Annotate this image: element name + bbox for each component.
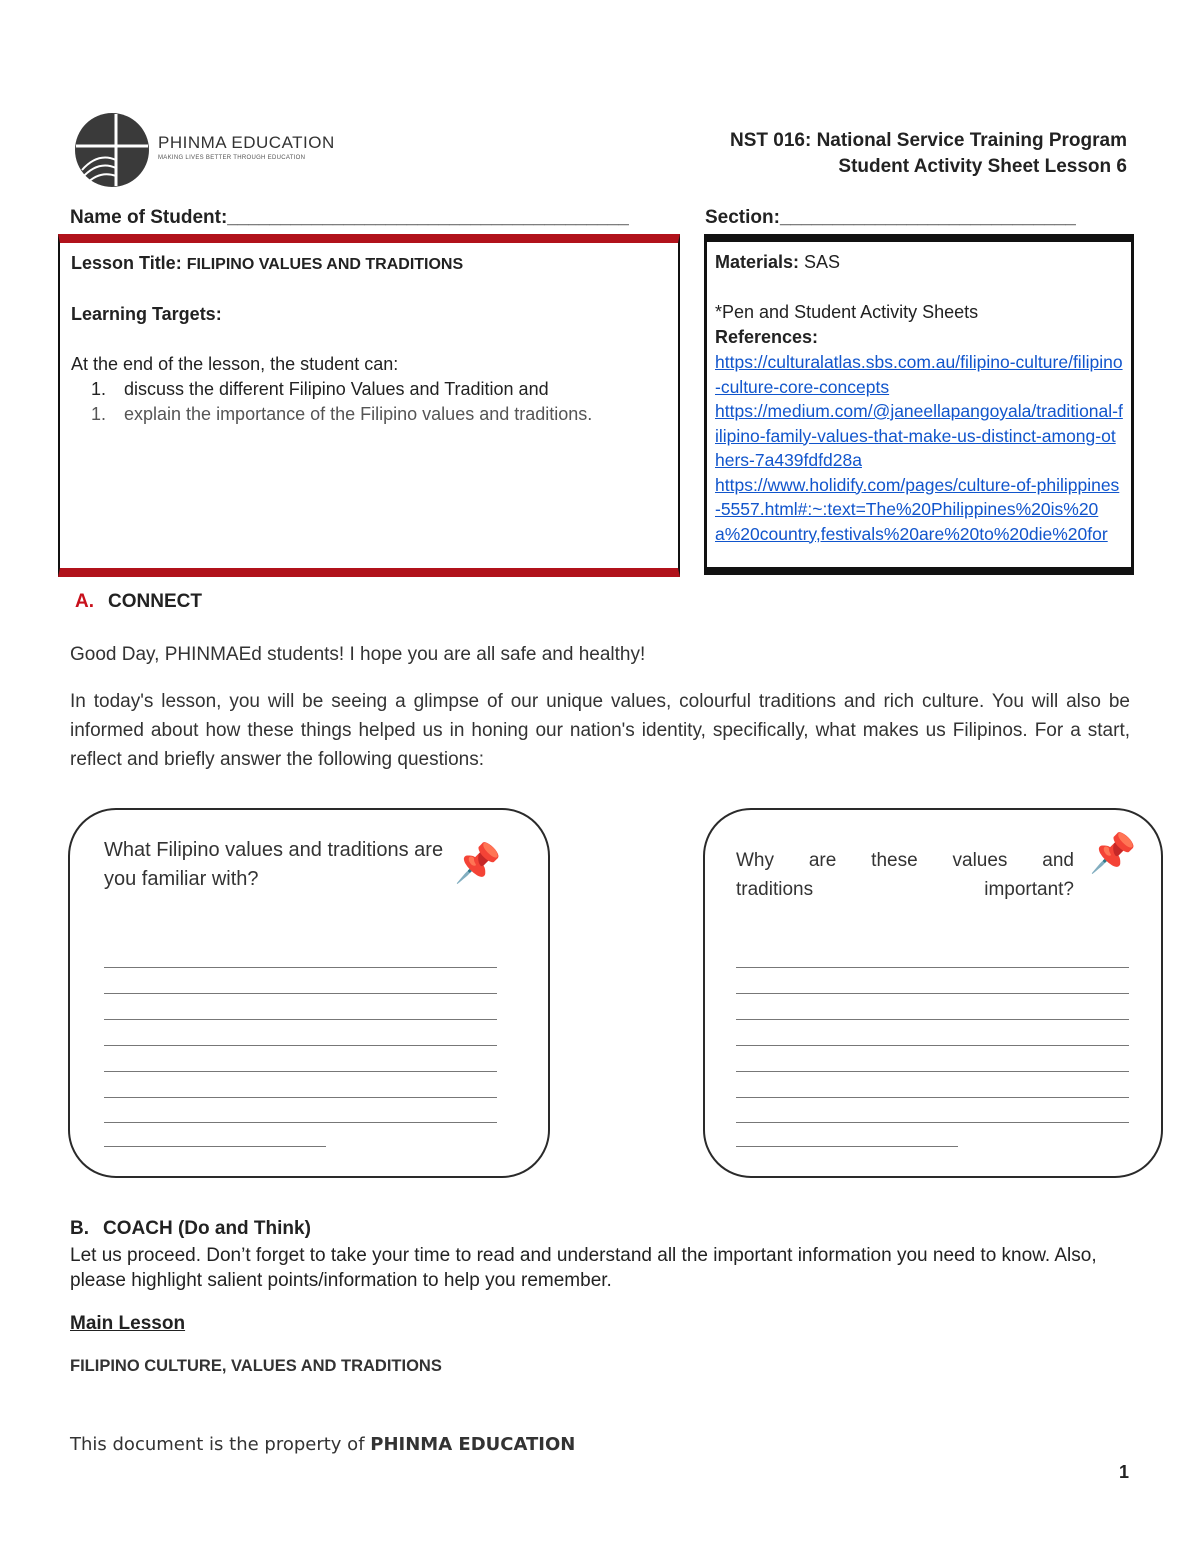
course-title: NST 016: National Service Training Program <box>729 130 1127 151</box>
footer-prefix: This document is the property of <box>70 1434 371 1455</box>
answer-line[interactable] <box>104 1122 497 1123</box>
answer-line[interactable] <box>104 1071 497 1072</box>
answer-line[interactable] <box>736 993 1129 994</box>
section-blank: ____________________________ <box>779 207 1076 228</box>
card-question: What Filipino values and traditions are you familiar with? <box>104 839 444 890</box>
learning-targets-label: Learning Targets: <box>71 304 222 324</box>
coach-body: Let us proceed. Don’t forget to take your time to read and understand all the important information you need to know. Also, please highlight salient points/information to help you remember. <box>70 1245 1097 1291</box>
reference-link[interactable]: https://culturalatlas.sbs.com.au/filipino-culture/filipino-culture-core-concepts <box>715 352 1123 397</box>
connect-body: In today's lesson, you will be seeing a glimpse of our unique values, colourful traditions and rich culture. You will also be informed about how these things helped us in honing our nation's identity, specifically, what makes us Filipinos. For a start, reflect and briefly answer the following questions: <box>70 691 1130 770</box>
target-item <box>71 377 667 402</box>
student-name-blank: ______________________________________ <box>227 207 629 228</box>
question-card-1 <box>68 808 550 1178</box>
section-letter: B. <box>70 1218 89 1239</box>
answer-line[interactable] <box>104 1045 497 1046</box>
materials-label: Materials: <box>715 252 800 272</box>
answer-line[interactable] <box>736 1071 1129 1072</box>
target-text: discuss the different Filipino Values and Tradition and <box>124 379 549 399</box>
materials-value: SAS <box>799 252 841 272</box>
reference-link[interactable]: https://www.holidify.com/pages/culture-of-philippines-5557.html#:~:text=The%20Philippines%20is%20a%20country,festivals%20are%20to%20die%20for <box>715 474 1120 544</box>
footer-text <box>70 1434 575 1455</box>
answer-line[interactable] <box>736 1097 1129 1098</box>
section-label: Section: <box>705 207 780 228</box>
answer-line[interactable] <box>104 1019 497 1020</box>
answer-line[interactable] <box>736 1146 958 1147</box>
target-number: 1. <box>90 379 106 399</box>
sheet-title: Student Activity Sheet Lesson 6 <box>838 156 1127 177</box>
section-title: CONNECT <box>108 591 202 612</box>
materials-box <box>704 234 1134 575</box>
section-letter: A. <box>75 591 94 612</box>
section-connect-heading <box>75 591 202 613</box>
greeting-text: Good Day, PHINMAEd students! I hope you are all safe and healthy! <box>70 644 646 665</box>
answer-line[interactable] <box>736 1122 1129 1123</box>
lesson-title-label: Lesson Title: <box>71 253 187 273</box>
answer-line[interactable] <box>104 993 497 994</box>
student-name-label: Name of Student: <box>70 207 228 228</box>
answer-line[interactable] <box>104 1146 326 1147</box>
main-lesson-heading: Main Lesson <box>70 1313 186 1334</box>
answer-line[interactable] <box>736 967 1129 968</box>
section-coach-heading <box>70 1218 311 1240</box>
reference-link[interactable]: https://medium.com/@janeellapangoyala/traditional-filipino-family-values-that-make-us-distinct-among-others-7a439fdfd28a <box>715 401 1123 470</box>
footer-owner: PHINMA EDUCATION <box>370 1434 576 1455</box>
target-item <box>71 402 667 427</box>
materials-row <box>715 250 1123 275</box>
question-card-2 <box>703 808 1163 1178</box>
learning-intro: At the end of the lesson, the student can: <box>71 354 399 374</box>
logo-tagline: MAKING LIVES BETTER THROUGH EDUCATION <box>158 155 306 161</box>
logo-name: PHINMA EDUCATION <box>158 133 335 152</box>
answer-line[interactable] <box>736 1045 1129 1046</box>
answer-line[interactable] <box>104 967 497 968</box>
lesson-box <box>58 234 680 577</box>
materials-item: *Pen and Student Activity Sheets <box>715 302 979 322</box>
target-number: 1. <box>90 404 106 424</box>
section-field[interactable] <box>705 207 1076 229</box>
pushpin-icon: 📌 <box>1089 833 1137 875</box>
references-label: References: <box>715 327 819 347</box>
card-question: Why are these values and traditions important? <box>736 850 1074 900</box>
lesson-title-row <box>71 251 667 277</box>
target-text: explain the importance of the Filipino values and traditions. <box>124 404 593 424</box>
topic-heading: FILIPINO CULTURE, VALUES AND TRADITIONS <box>70 1357 442 1375</box>
answer-line[interactable] <box>736 1019 1129 1020</box>
lesson-title: FILIPINO VALUES AND TRADITIONS <box>186 256 464 273</box>
page-number: 1 <box>1118 1462 1129 1482</box>
answer-line[interactable] <box>104 1097 497 1098</box>
section-title: COACH (Do and Think) <box>103 1218 311 1239</box>
student-name-field[interactable] <box>70 207 629 229</box>
pushpin-icon: 📌 <box>454 843 502 885</box>
